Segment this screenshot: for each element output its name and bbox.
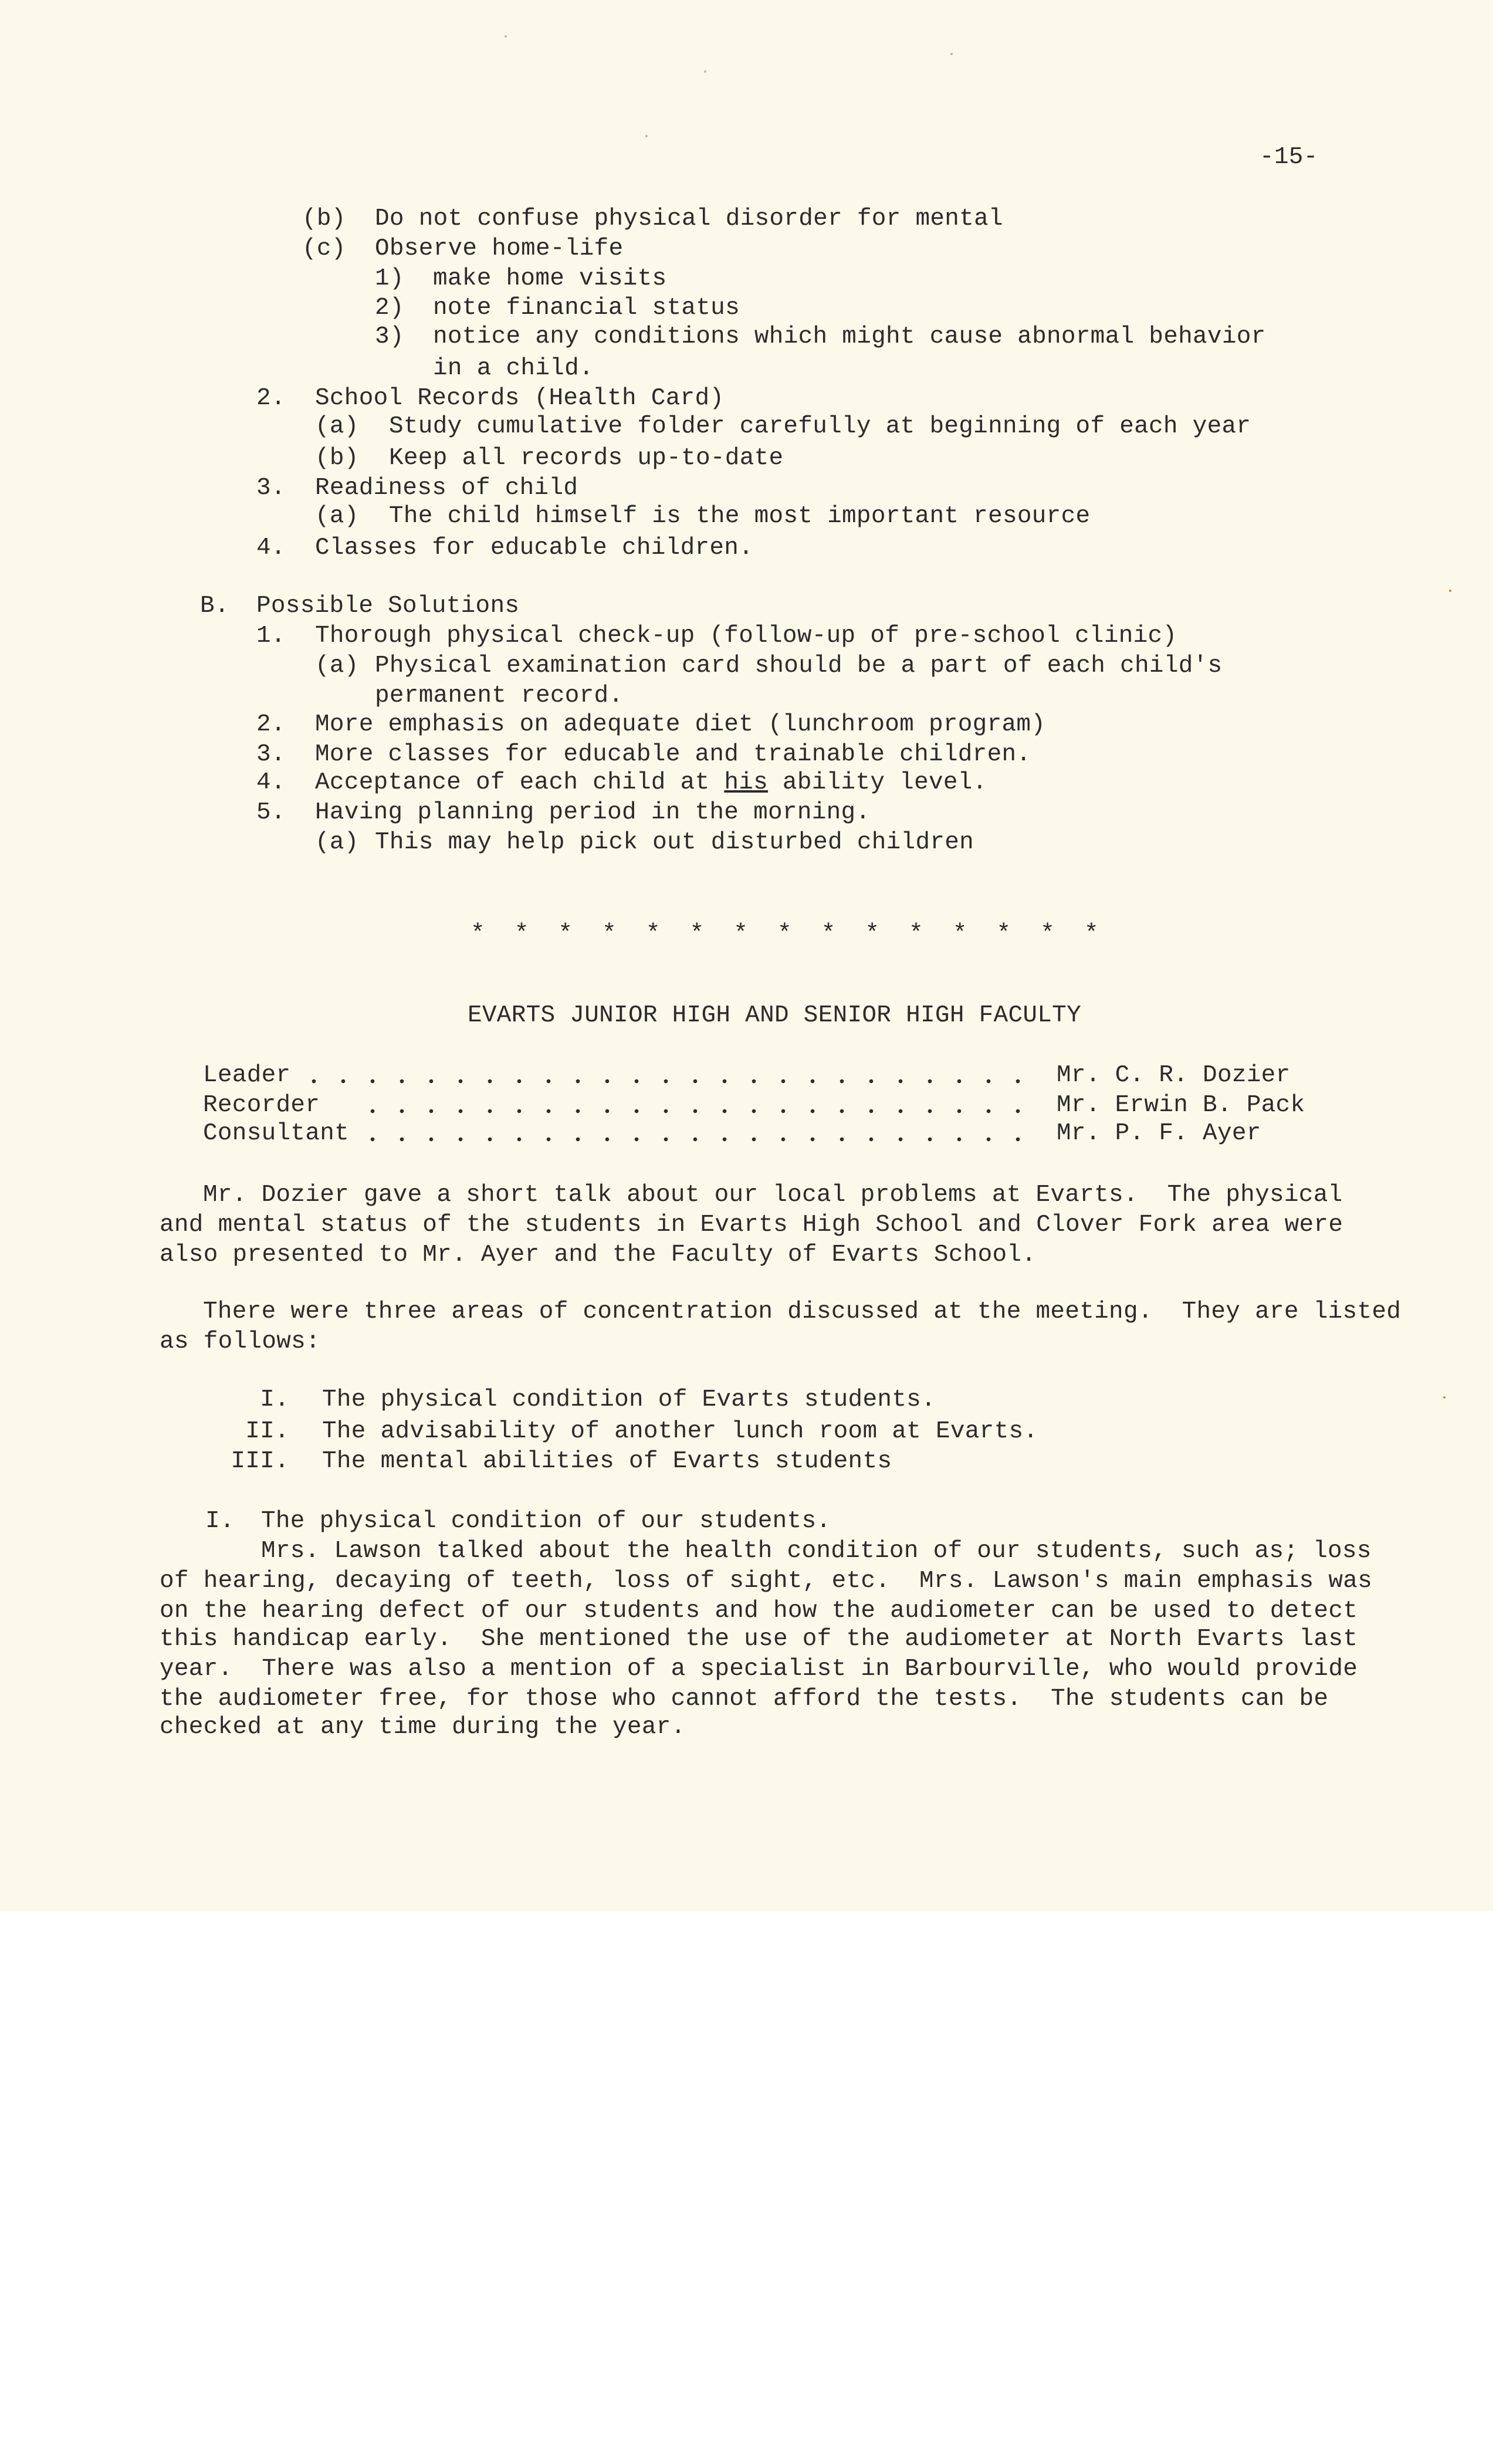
- list-item: This may help pick out disturbed children: [375, 829, 974, 856]
- dot-leader: [299, 1061, 1044, 1090]
- list-item-continuation: in a child.: [433, 355, 594, 382]
- list-item: More emphasis on adequate diet (lunchroom program): [315, 711, 1046, 738]
- list-item: Study cumulative folder carefully at beginning of each year: [389, 413, 1251, 440]
- list-item: The child himself is the most important resource: [389, 503, 1091, 530]
- text: Acceptance of each child at: [315, 769, 725, 796]
- list-item-continuation: permanent record.: [375, 682, 624, 709]
- list-item: Observe home-life: [375, 235, 624, 262]
- list-item: notice any conditions which might cause abnormal behavior: [433, 323, 1266, 350]
- section-label: B.: [200, 593, 229, 620]
- list-item: Having planning period in the morning.: [315, 799, 871, 826]
- list-label: 3.: [256, 475, 286, 502]
- paragraph-line: Mrs. Lawson talked about the health condition of our students, such as; loss: [261, 1538, 1372, 1565]
- underlined-word: his: [724, 769, 769, 796]
- list-label: 4.: [256, 534, 286, 561]
- list-item: Classes for educable children.: [315, 534, 754, 561]
- list-item: make home visits: [433, 265, 667, 292]
- list-label: 1.: [256, 622, 286, 649]
- paragraph-line: also presented to Mr. Ayer and the Faculty of Evarts School.: [160, 1241, 1037, 1268]
- subsection-heading: The physical condition of our students.: [261, 1508, 831, 1535]
- role-label: Leader: [203, 1062, 291, 1089]
- list-label: (b): [315, 445, 359, 472]
- paper-speck: [1443, 1396, 1446, 1399]
- section-heading: Possible Solutions: [256, 593, 520, 620]
- paragraph-line: There were three areas of concentration discussed at the meeting. They are listed: [203, 1298, 1402, 1325]
- list-item: More classes for educable and trainable children.: [315, 741, 1031, 768]
- role-name: Mr. C. R. Dozier: [1057, 1062, 1291, 1089]
- subsection-numeral: I.: [205, 1508, 235, 1535]
- list-label: (a): [315, 652, 359, 679]
- list-label: 1): [375, 265, 404, 292]
- paragraph-line: and mental status of the students in Evarts High School and Clover Fork area were: [160, 1211, 1343, 1238]
- list-label: (b): [302, 205, 346, 232]
- list-item: Thorough physical check-up (follow-up of pre-school clinic): [315, 622, 1177, 649]
- paper-speck: [704, 70, 706, 73]
- dot-leader: [358, 1091, 1044, 1120]
- separator-stars: * * * * * * * * * * * * * * *: [471, 920, 1099, 947]
- role-name: Mr. P. F. Ayer: [1057, 1120, 1261, 1147]
- paragraph-line: this handicap early. She mentioned the use of the audiometer at North Evarts last: [160, 1626, 1358, 1653]
- list-label: 3.: [256, 741, 286, 768]
- roman-numeral: III.: [231, 1448, 289, 1475]
- area-item: The physical condition of Evarts students.: [322, 1386, 936, 1413]
- list-label: 3): [375, 323, 404, 350]
- list-label: 2): [375, 295, 404, 321]
- list-item: Readiness of child: [315, 475, 578, 502]
- list-label: 5.: [256, 799, 286, 826]
- list-item: Physical examination card should be a part of each child's: [375, 652, 1223, 679]
- list-item: note financial status: [433, 295, 740, 321]
- paper-speck: [950, 53, 953, 55]
- role-label: Consultant: [203, 1120, 350, 1147]
- paper-speck: [505, 35, 507, 38]
- list-item: Do not confuse physical disorder for mental: [375, 205, 1003, 232]
- paper-speck: [645, 135, 648, 137]
- list-label: 2.: [256, 711, 286, 738]
- paragraph-line: of hearing, decaying of teeth, loss of sight, etc. Mrs. Lawson's main emphasis was: [160, 1568, 1373, 1595]
- list-label: (c): [302, 235, 346, 262]
- paragraph-line: as follows:: [160, 1328, 320, 1355]
- text: ability level.: [768, 769, 987, 796]
- paragraph-line: checked at any time during the year.: [160, 1714, 686, 1741]
- paragraph-line: the audiometer free, for those who cannot afford the tests. The students can be: [160, 1685, 1329, 1712]
- list-label: (a): [315, 829, 359, 856]
- list-item: School Records (Health Card): [315, 385, 725, 412]
- list-label: 4.: [256, 769, 286, 796]
- list-item: Keep all records up-to-date: [389, 445, 784, 472]
- paragraph-line: Mr. Dozier gave a short talk about our local problems at Evarts. The physical: [203, 1182, 1343, 1209]
- section-title: EVARTS JUNIOR HIGH AND SENIOR HIGH FACULTY: [468, 1002, 1081, 1029]
- dot-leader: [358, 1119, 1044, 1148]
- role-name: Mr. Erwin B. Pack: [1057, 1092, 1305, 1119]
- list-label: (a): [315, 503, 359, 530]
- paragraph-line: year. There was also a mention of a specialist in Barbourville, who would provide: [160, 1656, 1358, 1683]
- paper-speck: [1449, 590, 1451, 592]
- paragraph-line: on the hearing defect of our students and how the audiometer can be used to detect: [160, 1597, 1358, 1624]
- list-label: (a): [315, 413, 359, 440]
- area-item: The advisability of another lunch room at Evarts.: [322, 1418, 1038, 1445]
- roman-numeral: II.: [245, 1418, 289, 1445]
- list-item: [315, 768, 987, 797]
- area-item: The mental abilities of Evarts students: [322, 1448, 892, 1475]
- list-label: 2.: [256, 385, 286, 412]
- role-label: Recorder: [203, 1092, 320, 1119]
- roman-numeral: I.: [260, 1386, 289, 1413]
- page-number: -15-: [1260, 144, 1318, 171]
